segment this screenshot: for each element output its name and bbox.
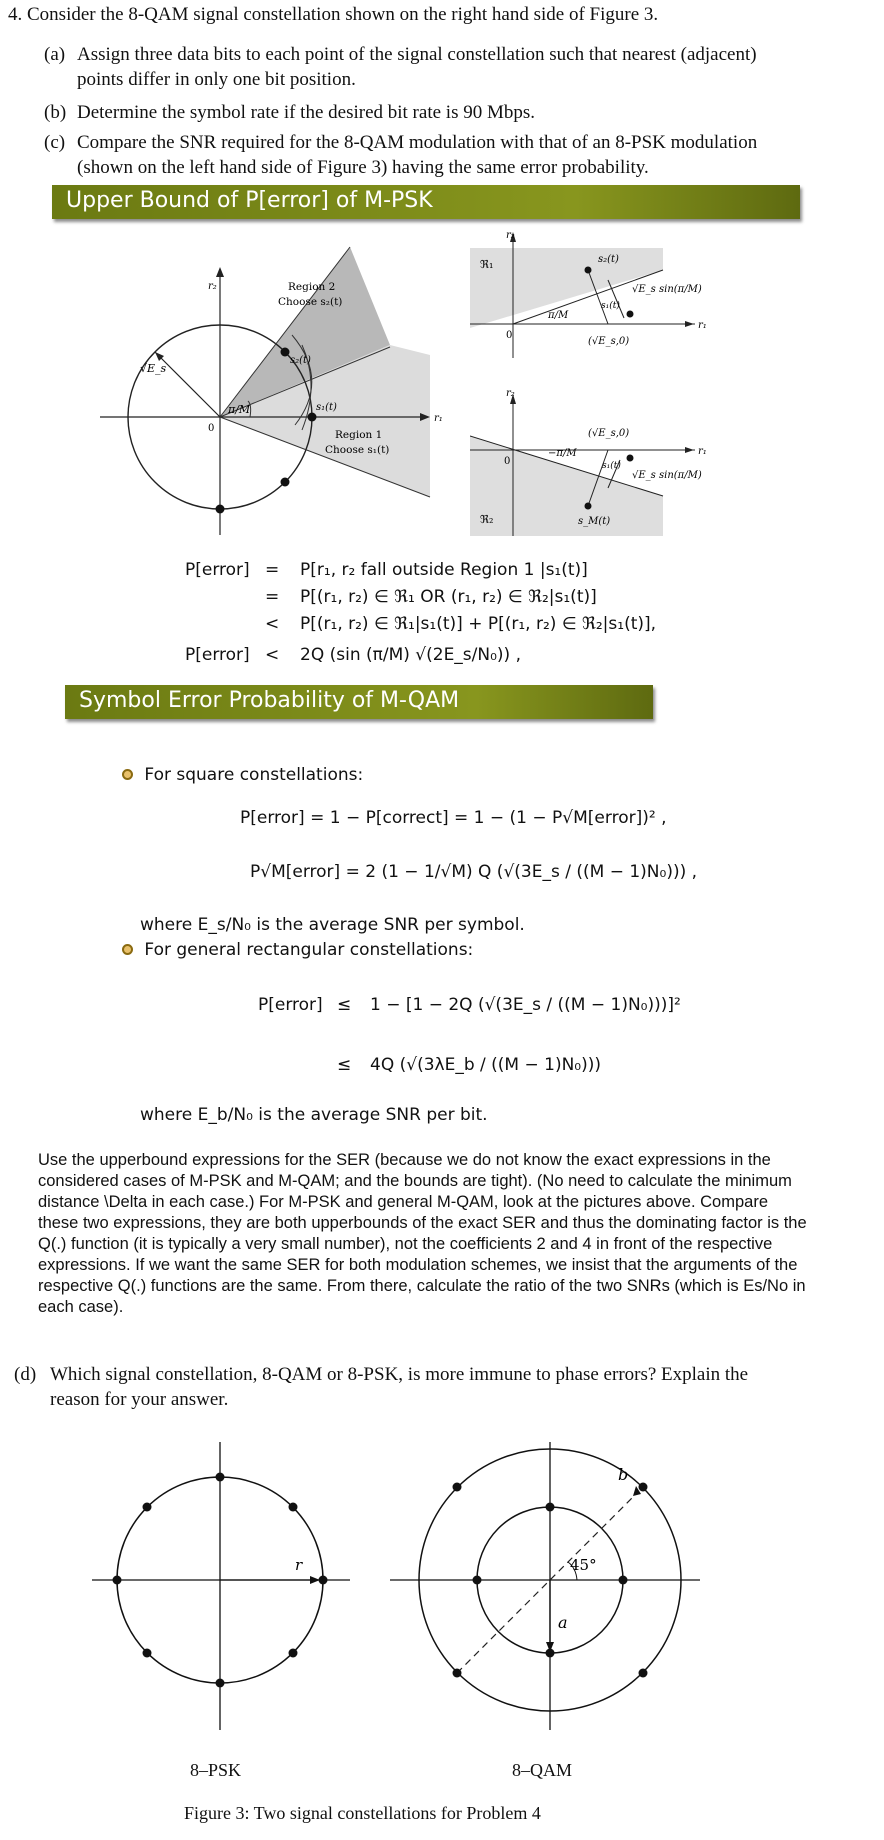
note-line: Q(.) function (it is typically a very small number), not the coefficients 2 and 4 in front of the respective xyxy=(38,1235,773,1253)
psk8-constellation xyxy=(92,1442,350,1730)
s2-label: s₂(t) xyxy=(290,355,311,366)
r2-r1-label: r₁ xyxy=(698,446,707,457)
psk8-point xyxy=(113,1576,122,1585)
note-line: Use the upperbound expressions for the SER (because we do not know the exact expressions in the xyxy=(38,1151,771,1169)
qam8-outer-point xyxy=(639,1669,648,1678)
r1-point-s2 xyxy=(585,267,592,274)
r2-axis-arrow xyxy=(685,447,694,453)
part-c-line1: Compare the SNR required for the 8-QAM modulation with that of an 8-PSK modulation xyxy=(77,132,758,153)
r2-r2-label: r₂ xyxy=(506,388,515,399)
psk-eq-rel2: = xyxy=(265,587,280,607)
qam-where2: where E_b/N₀ is the average SNR per bit. xyxy=(140,1105,488,1125)
qam-eq2: P√M[error] = 2 (1 − 1/√M) Q (√(3E_s / ((M − 1)N₀))) , xyxy=(250,862,698,882)
psk-eq-lhs4: P[error] xyxy=(185,645,250,665)
note-line: respective Q(.) functions are the same. From there, calculate the ratio of the two SNRs (which is Es/No in xyxy=(38,1277,806,1295)
psk8-caption-label: 8–PSK xyxy=(190,1760,242,1780)
qam8-angle-label: 45° xyxy=(570,1556,597,1574)
psk8-point xyxy=(143,1503,152,1512)
point-s1 xyxy=(308,413,317,422)
psk-eq-rel4: < xyxy=(265,645,280,665)
note-line: considered cases of M-PSK and M-QAM; and the bounds are tight). (No need to calculate the minimum xyxy=(38,1172,792,1190)
qam-bullet1-text: For square constellations: xyxy=(144,765,364,785)
point-s8 xyxy=(281,478,290,487)
qam8-constellation xyxy=(390,1442,700,1730)
r1-angle: π/M xyxy=(548,310,569,321)
r1-region-label: ℜ₁ xyxy=(480,258,494,271)
radius-label: √E_s xyxy=(140,362,167,375)
r2-origin: 0 xyxy=(504,456,511,467)
psk-eq-rhs3: P[(r₁, r₂) ∈ ℜ₁|s₁(t)] + P[(r₁, r₂) ∈ ℜ₂|s₁(t)], xyxy=(300,614,657,634)
psk-eq-lhs1: P[error] xyxy=(185,560,250,580)
r1-r2-label: r₂ xyxy=(506,230,515,241)
qam8-inner-point xyxy=(473,1576,482,1585)
r1-point: (√E_s,0) xyxy=(588,336,630,347)
qam-eq4-rel: ≤ xyxy=(337,1055,352,1075)
part-a-label: (a) xyxy=(44,44,66,65)
part-a-text xyxy=(77,42,757,92)
qam8-inner-point xyxy=(546,1649,555,1658)
part-c-line2: (shown on the left hand side of Figure 3) having the same error probability. xyxy=(77,157,649,178)
psk8-point xyxy=(216,1473,225,1482)
region2-line1: Region 2 xyxy=(288,281,336,293)
r1-r1-label: r₁ xyxy=(698,320,707,331)
figure3-caption: Figure 3: Two signal constellations for Problem 4 xyxy=(184,1803,541,1823)
qam-eq3-rel: ≤ xyxy=(337,995,352,1015)
figure3-constellations xyxy=(80,1430,720,1750)
region1-line2: Choose s₁(t) xyxy=(325,444,390,456)
qam8-outer-point xyxy=(453,1483,462,1492)
r1-axis-arrow xyxy=(685,321,694,327)
origin-label: 0 xyxy=(208,423,215,434)
qam-bullet2 xyxy=(122,940,473,960)
psk-eq-rhs2: P[(r₁, r₂) ∈ ℜ₁ OR (r₁, r₂) ∈ ℜ₂|s₁(t)] xyxy=(300,587,597,607)
qam-slide-title: Symbol Error Probability of M-QAM xyxy=(65,685,653,719)
qam-bullet1 xyxy=(122,765,363,785)
problem-stem: 4. Consider the 8-QAM signal constellation shown on the right hand side of Figure 3. xyxy=(8,4,659,25)
psk8-radius-label: r xyxy=(295,1556,303,1574)
r1-distance: √E_s sin(π/M) xyxy=(632,284,702,295)
psk-slide-title: Upper Bound of P[error] of M-PSK xyxy=(52,185,800,219)
psk-eq-rhs4: 2Q (sin (π/M) √(2E_s/N₀)) , xyxy=(300,645,521,665)
qam-eq1: P[error] = 1 − P[correct] = 1 − (1 − P√M[error])² , xyxy=(240,808,667,828)
axis-r2-label: r₂ xyxy=(208,281,217,292)
psk-eq-rel3: < xyxy=(265,614,280,634)
part-d-line2: reason for your answer. xyxy=(50,1389,229,1410)
qam-eq3-rhs: 1 − [1 − 2Q (√(3E_s / ((M − 1)N₀)))]² xyxy=(370,995,681,1015)
bullet-dot xyxy=(122,769,133,780)
region2-line2: Choose s₂(t) xyxy=(278,296,343,308)
r1-point-s1 xyxy=(627,311,634,318)
qam8-b-label: b xyxy=(618,1465,629,1484)
r2-angle: −π/M xyxy=(548,448,577,459)
note-line: distance \Delta in each case.) For M-PSK and general M-QAM, look at the pictures above. Compare xyxy=(38,1193,769,1211)
r2-distance: √E_s sin(π/M) xyxy=(632,470,702,481)
axis-r2-arrow xyxy=(216,267,224,277)
part-a-line1: Assign three data bits to each point of the signal constellation such that nearest (adjacent) xyxy=(77,44,757,65)
part-a xyxy=(44,42,65,67)
qam8-diagonal xyxy=(457,1495,635,1673)
r1-s1-label: s₁(t) xyxy=(601,301,620,311)
r1-origin: 0 xyxy=(506,330,513,341)
part-a-line2: points differ in only one bit position. xyxy=(77,69,356,90)
part-b-label: (b) xyxy=(44,102,67,123)
psk-region-r1-figure xyxy=(470,230,730,360)
note-line: these two expressions, they are both upperbounds of the exact SER and thus the dominating factor is the xyxy=(38,1214,807,1232)
psk8-point xyxy=(319,1576,328,1585)
r2-point: (√E_s,0) xyxy=(588,428,630,439)
qam-eq3-lhs: P[error] xyxy=(258,995,323,1015)
psk8-point xyxy=(143,1649,152,1658)
qam8-inner-point xyxy=(619,1576,628,1585)
part-c-text xyxy=(77,130,757,180)
instructor-note xyxy=(38,1150,878,1318)
qam8-outer-point xyxy=(639,1483,648,1492)
qam-bullet2-text: For general rectangular constellations: xyxy=(144,940,474,960)
psk-eq-rhs1: P[r₁, r₂ fall outside Region 1 |s₁(t)] xyxy=(300,560,588,580)
point-bottom xyxy=(216,505,225,514)
psk8-point xyxy=(289,1503,298,1512)
angle-label: π/M xyxy=(228,403,251,416)
part-d-text xyxy=(50,1362,748,1412)
s1-label: s₁(t) xyxy=(316,402,337,413)
qam-eq4-rhs: 4Q (√(3λE_b / ((M − 1)N₀))) xyxy=(370,1055,602,1075)
axis-r1-label: r₁ xyxy=(434,413,443,424)
part-d-line1: Which signal constellation, 8-QAM or 8-PSK, is more immune to phase errors? Explain the xyxy=(50,1364,749,1385)
r2-point-s1 xyxy=(627,455,634,462)
qam8-outer-point xyxy=(453,1669,462,1678)
psk8-point xyxy=(289,1649,298,1658)
psk-decision-region-figure xyxy=(80,235,470,535)
region1-line1: Region 1 xyxy=(335,429,383,441)
psk8-point xyxy=(216,1679,225,1688)
note-line: each case). xyxy=(38,1298,124,1316)
note-line: expressions. If we want the same SER for both modulation schemes, we insist that the arguments of the xyxy=(38,1256,798,1274)
qam8-inner-point xyxy=(546,1503,555,1512)
qam-where1: where E_s/N₀ is the average SNR per symbol. xyxy=(140,915,525,935)
qam8-a-label: a xyxy=(558,1613,568,1632)
r2-sM-label: s_M(t) xyxy=(578,516,611,527)
r2-region-label: ℜ₂ xyxy=(480,513,494,526)
r2-point-sM xyxy=(585,503,592,510)
part-c-label: (c) xyxy=(44,132,66,153)
point-s2 xyxy=(281,348,290,357)
part-d-label: (d) xyxy=(14,1364,37,1385)
r2-s1-label: s₁(t) xyxy=(602,461,621,471)
psk-eq-rel1: = xyxy=(265,560,280,580)
r1-s2-label: s₂(t) xyxy=(598,254,619,265)
part-b-text: Determine the symbol rate if the desired bit rate is 90 Mbps. xyxy=(77,102,535,123)
qam8-caption-label: 8–QAM xyxy=(512,1760,573,1780)
bullet-dot xyxy=(122,944,133,955)
psk-region-r2-figure xyxy=(470,388,730,538)
